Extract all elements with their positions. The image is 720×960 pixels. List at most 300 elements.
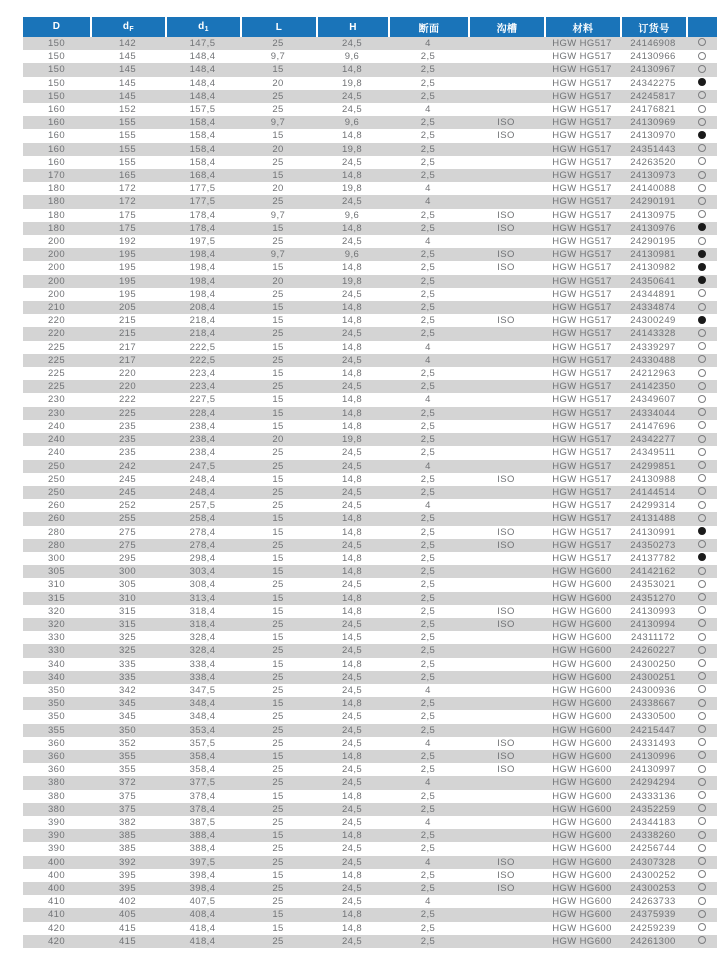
cell-groove <box>468 103 544 116</box>
availability-open-icon <box>698 184 706 192</box>
cell-section: 2,5 <box>388 63 468 76</box>
cell-l: 20 <box>240 77 316 90</box>
cell-material: HGW HG517 <box>544 37 620 50</box>
cell-d: 360 <box>23 763 90 776</box>
cell-h: 24,5 <box>316 288 388 301</box>
cell-groove: ISO <box>468 539 544 552</box>
cell-l: 25 <box>240 37 316 50</box>
cell-l: 15 <box>240 314 316 327</box>
availability-open-icon <box>698 52 706 60</box>
cell-section: 4 <box>388 182 468 195</box>
cell-availability <box>686 195 717 208</box>
availability-filled-icon <box>698 250 706 258</box>
cell-material: HGW HG600 <box>544 631 620 644</box>
cell-d1: 198,4 <box>165 248 240 261</box>
table-row <box>23 499 717 512</box>
cell-material: HGW HG517 <box>544 143 620 156</box>
cell-d1: 198,4 <box>165 261 240 274</box>
cell-l: 15 <box>240 393 316 406</box>
availability-open-icon <box>698 712 706 720</box>
cell-d1: 357,5 <box>165 737 240 750</box>
cell-d: 200 <box>23 261 90 274</box>
table-row <box>23 922 717 935</box>
cell-d: 180 <box>23 182 90 195</box>
cell-material: HGW HG600 <box>544 908 620 921</box>
cell-groove: ISO <box>468 763 544 776</box>
cell-groove <box>468 895 544 908</box>
cell-material: HGW HG517 <box>544 182 620 195</box>
cell-h: 14,8 <box>316 63 388 76</box>
cell-l: 25 <box>240 195 316 208</box>
cell-material: HGW HG600 <box>544 684 620 697</box>
cell-section: 2,5 <box>388 790 468 803</box>
cell-h: 14,8 <box>316 169 388 182</box>
cell-l: 25 <box>240 499 316 512</box>
cell-section: 2,5 <box>388 842 468 855</box>
cell-material: HGW HG517 <box>544 420 620 433</box>
table-row <box>23 288 717 301</box>
cell-l: 15 <box>240 605 316 618</box>
cell-material: HGW HG600 <box>544 737 620 750</box>
cell-groove <box>468 433 544 446</box>
availability-filled-icon <box>698 223 706 231</box>
cell-material: HGW HG517 <box>544 341 620 354</box>
cell-material: HGW HG600 <box>544 803 620 816</box>
cell-material: HGW HG517 <box>544 222 620 235</box>
cell-order-number: 24294294 <box>620 776 686 789</box>
cell-d: 220 <box>23 314 90 327</box>
cell-section: 2,5 <box>388 671 468 684</box>
availability-open-icon <box>698 408 706 416</box>
cell-order-number: 24260227 <box>620 644 686 657</box>
table-row <box>23 261 717 274</box>
availability-open-icon <box>698 448 706 456</box>
cell-d1: 177,5 <box>165 195 240 208</box>
availability-open-icon <box>698 910 706 918</box>
availability-open-icon <box>698 369 706 377</box>
cell-order-number: 24300249 <box>620 314 686 327</box>
cell-material: HGW HG600 <box>544 922 620 935</box>
cell-df: 335 <box>90 658 165 671</box>
availability-open-icon <box>698 157 706 165</box>
cell-order-number: 24245817 <box>620 90 686 103</box>
column-header-material-label: 材料 <box>572 23 594 35</box>
availability-open-icon <box>698 237 706 245</box>
cell-availability <box>686 750 717 763</box>
cell-d1: 313,4 <box>165 592 240 605</box>
cell-l: 15 <box>240 631 316 644</box>
cell-order-number: 24215447 <box>620 724 686 737</box>
cell-availability <box>686 882 717 895</box>
cell-h: 24,5 <box>316 195 388 208</box>
cell-groove <box>468 50 544 63</box>
cell-order-number: 24130976 <box>620 222 686 235</box>
cell-material: HGW HG517 <box>544 129 620 142</box>
table-row <box>23 393 717 406</box>
cell-order-number: 24146908 <box>620 37 686 50</box>
cell-df: 155 <box>90 156 165 169</box>
table-row <box>23 143 717 156</box>
cell-df: 395 <box>90 882 165 895</box>
table-row <box>23 248 717 261</box>
cell-availability <box>686 235 717 248</box>
cell-order-number: 24259239 <box>620 922 686 935</box>
cell-groove <box>468 341 544 354</box>
cell-d: 310 <box>23 578 90 591</box>
cell-material: HGW HG517 <box>544 314 620 327</box>
cell-l: 25 <box>240 446 316 459</box>
cell-df: 155 <box>90 116 165 129</box>
availability-open-icon <box>698 778 706 786</box>
cell-d: 380 <box>23 803 90 816</box>
column-header-l-label: L <box>275 21 283 33</box>
cell-df: 342 <box>90 684 165 697</box>
cell-l: 9,7 <box>240 209 316 222</box>
cell-h: 24,5 <box>316 156 388 169</box>
cell-h: 24,5 <box>316 684 388 697</box>
cell-d1: 218,4 <box>165 327 240 340</box>
cell-groove <box>468 63 544 76</box>
cell-material: HGW HG517 <box>544 301 620 314</box>
cell-df: 392 <box>90 856 165 869</box>
cell-section: 2,5 <box>388 552 468 565</box>
cell-d1: 328,4 <box>165 644 240 657</box>
cell-availability <box>686 407 717 420</box>
availability-open-icon <box>698 936 706 944</box>
table-row <box>23 341 717 354</box>
cell-order-number: 24349511 <box>620 446 686 459</box>
cell-material: HGW HG600 <box>544 724 620 737</box>
cell-groove <box>468 684 544 697</box>
availability-open-icon <box>698 844 706 852</box>
cell-availability <box>686 90 717 103</box>
cell-material: HGW HG600 <box>544 710 620 723</box>
cell-h: 14,8 <box>316 341 388 354</box>
product-table <box>23 17 717 948</box>
cell-d1: 222,5 <box>165 341 240 354</box>
cell-section: 4 <box>388 684 468 697</box>
cell-df: 155 <box>90 129 165 142</box>
availability-open-icon <box>698 633 706 641</box>
cell-d1: 348,4 <box>165 697 240 710</box>
cell-order-number: 24330500 <box>620 710 686 723</box>
cell-availability <box>686 565 717 578</box>
table-row <box>23 592 717 605</box>
cell-l: 20 <box>240 143 316 156</box>
cell-h: 19,8 <box>316 77 388 90</box>
cell-df: 222 <box>90 393 165 406</box>
cell-order-number: 24300936 <box>620 684 686 697</box>
cell-h: 9,6 <box>316 50 388 63</box>
cell-groove <box>468 486 544 499</box>
cell-material: HGW HG600 <box>544 816 620 829</box>
availability-filled-icon <box>698 131 706 139</box>
cell-h: 9,6 <box>316 116 388 129</box>
availability-open-icon <box>698 342 706 350</box>
cell-h: 24,5 <box>316 737 388 750</box>
cell-availability <box>686 222 717 235</box>
cell-groove: ISO <box>468 618 544 631</box>
availability-filled-icon <box>698 553 706 561</box>
cell-availability <box>686 209 717 222</box>
cell-groove <box>468 420 544 433</box>
availability-open-icon <box>698 738 706 746</box>
cell-groove <box>468 816 544 829</box>
cell-h: 24,5 <box>316 460 388 473</box>
cell-h: 14,8 <box>316 658 388 671</box>
cell-material: HGW HG600 <box>544 671 620 684</box>
cell-d1: 248,4 <box>165 486 240 499</box>
cell-d: 150 <box>23 77 90 90</box>
cell-groove <box>468 499 544 512</box>
cell-order-number: 24142350 <box>620 380 686 393</box>
cell-section: 2,5 <box>388 922 468 935</box>
cell-groove <box>468 710 544 723</box>
availability-open-icon <box>698 514 706 522</box>
cell-order-number: 24130975 <box>620 209 686 222</box>
table-row <box>23 327 717 340</box>
cell-availability <box>686 261 717 274</box>
cell-material: HGW HG517 <box>544 50 620 63</box>
cell-d1: 328,4 <box>165 631 240 644</box>
cell-availability <box>686 922 717 935</box>
cell-l: 25 <box>240 644 316 657</box>
cell-material: HGW HG600 <box>544 592 620 605</box>
cell-d: 230 <box>23 393 90 406</box>
cell-section: 2,5 <box>388 710 468 723</box>
cell-availability <box>686 169 717 182</box>
cell-h: 14,8 <box>316 790 388 803</box>
cell-material: HGW HG517 <box>544 552 620 565</box>
table-row <box>23 578 717 591</box>
column-header-d <box>23 17 90 37</box>
availability-open-icon <box>698 435 706 443</box>
cell-d: 400 <box>23 882 90 895</box>
cell-l: 15 <box>240 658 316 671</box>
cell-d1: 377,5 <box>165 776 240 789</box>
cell-h: 24,5 <box>316 895 388 908</box>
cell-h: 14,8 <box>316 314 388 327</box>
cell-d1: 228,4 <box>165 407 240 420</box>
table-row <box>23 314 717 327</box>
table-row <box>23 526 717 539</box>
availability-open-icon <box>698 421 706 429</box>
cell-section: 4 <box>388 37 468 50</box>
column-header-section <box>388 17 468 37</box>
cell-h: 14,8 <box>316 869 388 882</box>
cell-d1: 148,4 <box>165 50 240 63</box>
cell-material: HGW HG517 <box>544 169 620 182</box>
cell-df: 350 <box>90 724 165 737</box>
cell-l: 25 <box>240 354 316 367</box>
cell-l: 25 <box>240 895 316 908</box>
cell-l: 25 <box>240 671 316 684</box>
cell-order-number: 24300253 <box>620 882 686 895</box>
availability-open-icon <box>698 144 706 152</box>
cell-d1: 238,4 <box>165 420 240 433</box>
table-row <box>23 724 717 737</box>
cell-groove <box>468 182 544 195</box>
cell-d1: 358,4 <box>165 763 240 776</box>
cell-material: HGW HG517 <box>544 77 620 90</box>
cell-df: 355 <box>90 763 165 776</box>
cell-section: 2,5 <box>388 446 468 459</box>
cell-availability <box>686 288 717 301</box>
cell-section: 2,5 <box>388 169 468 182</box>
cell-section: 2,5 <box>388 275 468 288</box>
cell-d: 170 <box>23 169 90 182</box>
cell-material: HGW HG517 <box>544 63 620 76</box>
cell-l: 15 <box>240 592 316 605</box>
cell-df: 325 <box>90 644 165 657</box>
cell-section: 2,5 <box>388 288 468 301</box>
cell-section: 2,5 <box>388 658 468 671</box>
cell-h: 14,8 <box>316 552 388 565</box>
cell-df: 195 <box>90 275 165 288</box>
cell-l: 15 <box>240 63 316 76</box>
cell-d: 420 <box>23 922 90 935</box>
cell-material: HGW HG517 <box>544 248 620 261</box>
cell-material: HGW HG517 <box>544 526 620 539</box>
cell-material: HGW HG517 <box>544 354 620 367</box>
cell-groove: ISO <box>468 222 544 235</box>
cell-d1: 158,4 <box>165 116 240 129</box>
cell-d1: 248,4 <box>165 473 240 486</box>
cell-order-number: 24334044 <box>620 407 686 420</box>
cell-l: 15 <box>240 790 316 803</box>
cell-df: 252 <box>90 499 165 512</box>
cell-groove <box>468 327 544 340</box>
cell-section: 2,5 <box>388 750 468 763</box>
cell-groove: ISO <box>468 737 544 750</box>
cell-groove: ISO <box>468 473 544 486</box>
availability-open-icon <box>698 461 706 469</box>
product-table-body <box>23 37 717 948</box>
cell-order-number: 24256744 <box>620 842 686 855</box>
column-header-d1 <box>165 17 240 37</box>
cell-df: 195 <box>90 261 165 274</box>
cell-section: 2,5 <box>388 301 468 314</box>
cell-availability <box>686 539 717 552</box>
cell-order-number: 24137782 <box>620 552 686 565</box>
cell-groove <box>468 288 544 301</box>
column-header-availability <box>686 17 717 37</box>
cell-df: 192 <box>90 235 165 248</box>
cell-groove <box>468 77 544 90</box>
cell-material: HGW HG517 <box>544 275 620 288</box>
cell-groove <box>468 790 544 803</box>
cell-order-number: 24300251 <box>620 671 686 684</box>
cell-availability <box>686 433 717 446</box>
cell-d: 330 <box>23 644 90 657</box>
availability-open-icon <box>698 567 706 575</box>
cell-d1: 223,4 <box>165 380 240 393</box>
cell-section: 2,5 <box>388 578 468 591</box>
cell-d: 150 <box>23 50 90 63</box>
cell-availability <box>686 592 717 605</box>
cell-d1: 177,5 <box>165 182 240 195</box>
cell-groove <box>468 367 544 380</box>
cell-section: 2,5 <box>388 803 468 816</box>
availability-open-icon <box>698 646 706 654</box>
cell-df: 142 <box>90 37 165 50</box>
cell-l: 15 <box>240 261 316 274</box>
cell-groove: ISO <box>468 882 544 895</box>
cell-order-number: 24351270 <box>620 592 686 605</box>
cell-order-number: 24338667 <box>620 697 686 710</box>
cell-h: 14,8 <box>316 261 388 274</box>
availability-open-icon <box>698 659 706 667</box>
cell-d: 260 <box>23 512 90 525</box>
table-row <box>23 565 717 578</box>
cell-d: 260 <box>23 499 90 512</box>
cell-groove: ISO <box>468 129 544 142</box>
table-row <box>23 935 717 948</box>
cell-availability <box>686 37 717 50</box>
cell-availability <box>686 737 717 750</box>
cell-d: 225 <box>23 367 90 380</box>
cell-l: 25 <box>240 90 316 103</box>
cell-section: 2,5 <box>388 908 468 921</box>
table-row <box>23 380 717 393</box>
cell-groove <box>468 803 544 816</box>
cell-section: 2,5 <box>388 592 468 605</box>
cell-d: 340 <box>23 658 90 671</box>
cell-df: 245 <box>90 473 165 486</box>
cell-df: 382 <box>90 816 165 829</box>
table-row <box>23 37 717 50</box>
cell-availability <box>686 552 717 565</box>
table-row <box>23 895 717 908</box>
cell-availability <box>686 776 717 789</box>
cell-d1: 198,4 <box>165 275 240 288</box>
cell-section: 2,5 <box>388 143 468 156</box>
cell-availability <box>686 710 717 723</box>
cell-h: 24,5 <box>316 446 388 459</box>
cell-l: 9,7 <box>240 248 316 261</box>
cell-material: HGW HG600 <box>544 776 620 789</box>
cell-h: 24,5 <box>316 842 388 855</box>
cell-d1: 348,4 <box>165 710 240 723</box>
column-header-df-label: d <box>122 21 130 32</box>
table-row <box>23 539 717 552</box>
cell-l: 25 <box>240 724 316 737</box>
cell-df: 172 <box>90 195 165 208</box>
cell-order-number: 24334874 <box>620 301 686 314</box>
cell-h: 24,5 <box>316 539 388 552</box>
cell-order-number: 24330488 <box>620 354 686 367</box>
cell-df: 310 <box>90 592 165 605</box>
cell-df: 395 <box>90 869 165 882</box>
table-row <box>23 90 717 103</box>
cell-order-number: 24142162 <box>620 565 686 578</box>
cell-order-number: 24131488 <box>620 512 686 525</box>
cell-order-number: 24130981 <box>620 248 686 261</box>
availability-open-icon <box>698 765 706 773</box>
cell-groove <box>468 578 544 591</box>
cell-availability <box>686 393 717 406</box>
cell-material: HGW HG517 <box>544 327 620 340</box>
cell-groove <box>468 143 544 156</box>
cell-h: 14,5 <box>316 631 388 644</box>
table-header <box>23 17 717 37</box>
cell-l: 25 <box>240 156 316 169</box>
cell-material: HGW HG517 <box>544 209 620 222</box>
cell-order-number: 24350273 <box>620 539 686 552</box>
cell-section: 4 <box>388 460 468 473</box>
cell-availability <box>686 605 717 618</box>
cell-d: 390 <box>23 842 90 855</box>
